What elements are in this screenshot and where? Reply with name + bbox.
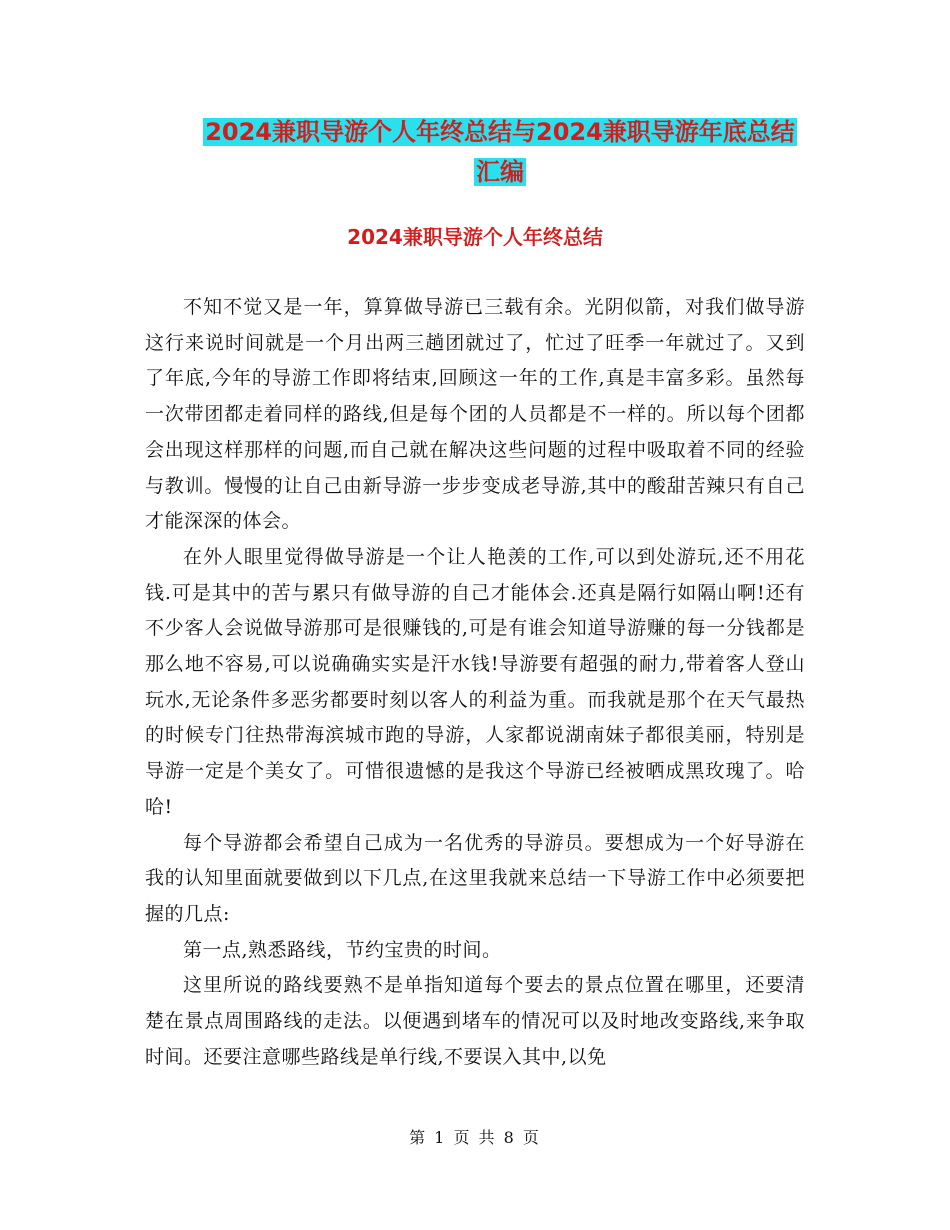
document-body bbox=[145, 290, 805, 1075]
document-title-line1: 2024兼职导游个人年终总结与2024兼职导游年底总结 bbox=[205, 118, 795, 146]
page-footer: 第 1 页 共 8 页 bbox=[409, 1128, 541, 1147]
paragraph-5: 这里所说的路线要熟不是单指知道每个要去的景点位置在哪里，还要清楚在景点周围路线的走法。以便遇到堵车的情况可以及时地改变路线,来争取时间。还要注意哪些路线是单行线,不要误入其中,以免 bbox=[145, 974, 805, 1068]
paragraph-2: 在外人眼里觉得做导游是一个让人艳羡的工作,可以到处游玩,还不用花钱.可是其中的苦与累只有做导游的自己才能体会.还真是隔行如隔山啊!还有不少客人会说做导游那可是很赚钱的,可是有谁会知道导游赚的每一分钱都是那么地不容易,可以说确确实实是汗水钱!导游要有超强的耐力,带着客人登山玩水,无论条件多恶劣都要时刻以客人的利益为重。而我就是那个在天气最热的时候专门往热带海滨城市跑的导游，人家都说湖南妹子都很美丽，特别是导游一定是个美女了。可惜很遗憾的是我这个导游已经被晒成黑玫瑰了。哈哈! bbox=[145, 545, 805, 818]
document-title bbox=[140, 112, 860, 192]
paragraph-3: 每个导游都会希望自己成为一名优秀的导游员。要想成为一个好导游在我的认知里面就要做到以下几点,在这里我就来总结一下导游工作中必须要把握的几点: bbox=[145, 831, 805, 925]
section-title: 2024兼职导游个人年终总结 bbox=[347, 225, 603, 249]
document-title-line2: 汇编 bbox=[476, 158, 524, 186]
paragraph-4: 第一点,熟悉路线，节约宝贵的时间。 bbox=[183, 938, 502, 961]
paragraph-1: 不知不觉又是一年，算算做导游已三载有余。光阴似箭，对我们做导游这行来说时间就是一个月出两三趟团就过了，忙过了旺季一年就过了。又到了年底,今年的导游工作即将结束,回顾这一年的工作,真是丰富多彩。虽然每一次带团都走着同样的路线,但是每个团的人员都是不一样的。所以每个团都会出现这样那样的问题,而自己就在解决这些问题的过程中吸取着不同的经验与教训。慢慢的让自己由新导游一步步变成老导游,其中的酸甜苦辣只有自己才能深深的体会。 bbox=[145, 296, 805, 533]
